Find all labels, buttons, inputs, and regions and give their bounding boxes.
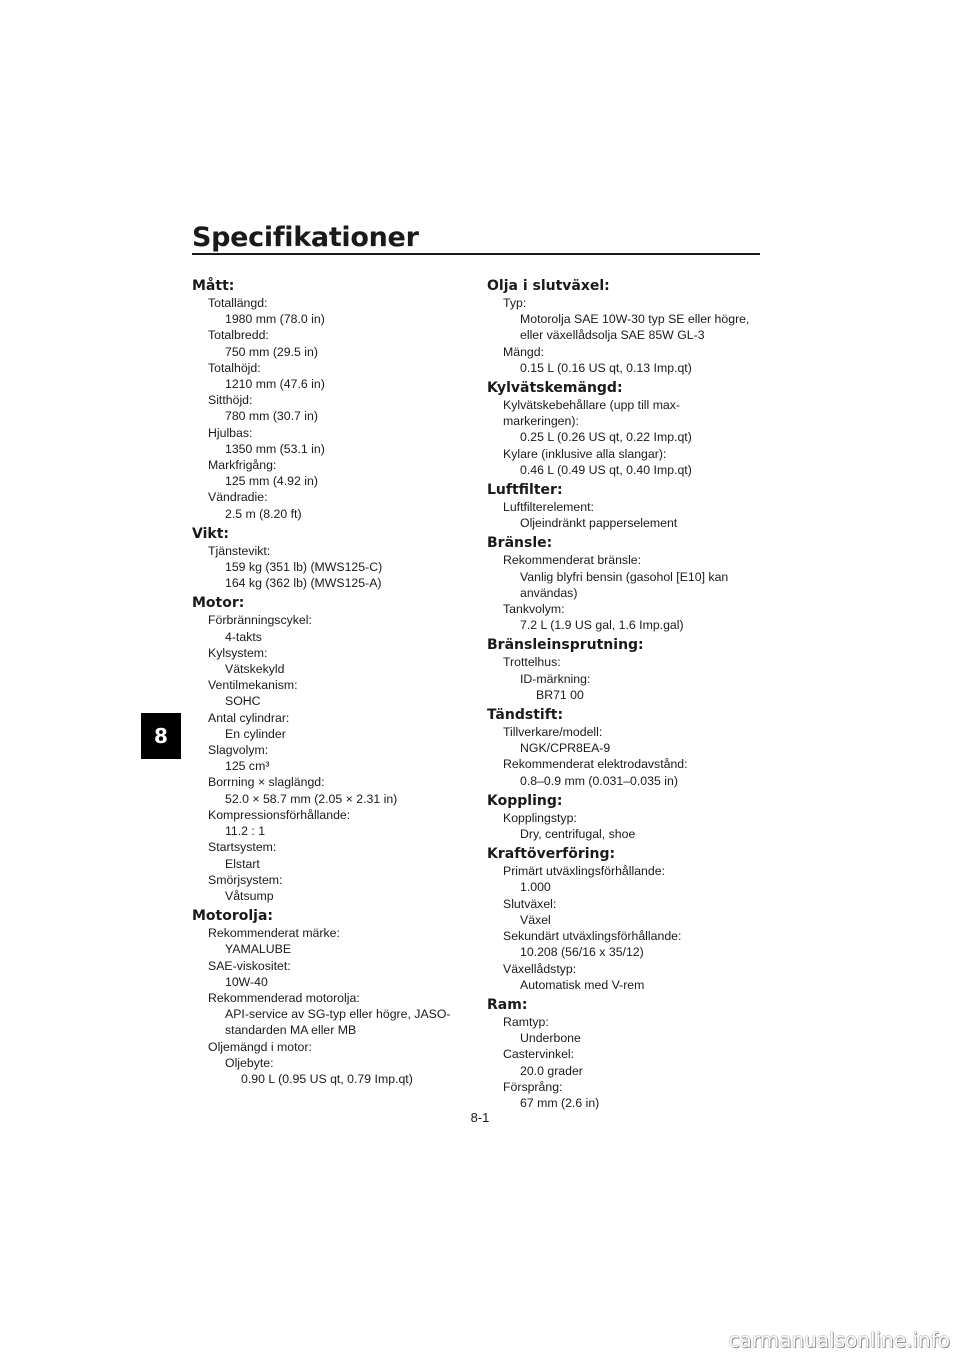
spec-label: Kompressionsförhållande: bbox=[208, 807, 351, 822]
spec-label: Castervinkel: bbox=[503, 1047, 575, 1062]
section-heading: Motor: bbox=[192, 595, 245, 612]
spec-section bbox=[192, 907, 462, 1087]
section-heading: Bränsle: bbox=[487, 535, 553, 552]
spec-value: 0.90 L (0.95 US qt, 0.79 Imp.qt) bbox=[241, 1071, 413, 1086]
section-heading: Koppling: bbox=[487, 792, 563, 809]
spec-value: Elstart bbox=[225, 856, 260, 871]
spec-section bbox=[487, 534, 767, 633]
spec-label: Växellådstyp: bbox=[503, 961, 577, 976]
spec-label: Rekommenderat märke: bbox=[208, 926, 340, 941]
section-heading: Motorolja: bbox=[192, 908, 274, 925]
spec-label: Markfrigång: bbox=[208, 458, 277, 473]
spec-label: Oljemängd i motor: bbox=[208, 1039, 312, 1054]
section-heading: Kraftöverföring: bbox=[487, 846, 616, 863]
spec-value: 159 kg (351 lb) (MWS125-C) bbox=[225, 560, 383, 575]
spec-label: Rekommenderad motorolja: bbox=[208, 990, 360, 1005]
spec-value: 1210 mm (47.6 in) bbox=[225, 377, 325, 392]
spec-label: Smörjsystem: bbox=[208, 872, 283, 887]
spec-label: Antal cylindrar: bbox=[208, 710, 290, 725]
spec-label: Tjänstevikt: bbox=[208, 543, 271, 558]
spec-label: Typ: bbox=[503, 296, 527, 310]
section-heading: Tändstift: bbox=[487, 707, 564, 724]
title-divider bbox=[192, 253, 760, 255]
spec-label: Totalhöjd: bbox=[208, 360, 261, 375]
section-heading: Olja i slutväxel: bbox=[487, 278, 610, 294]
spec-section bbox=[487, 636, 767, 703]
spec-label: Ramtyp: bbox=[503, 1014, 549, 1029]
spec-value: 780 mm (30.7 in) bbox=[225, 409, 318, 424]
spec-section bbox=[487, 706, 767, 789]
right-spec-column bbox=[487, 274, 767, 1111]
spec-value: 11.2 : 1 bbox=[225, 824, 266, 839]
spec-section bbox=[192, 525, 462, 592]
spec-value: 7.2 L (1.9 US gal, 1.6 Imp.gal) bbox=[520, 618, 684, 633]
spec-label: Ventilmekanism: bbox=[208, 678, 298, 693]
spec-label: Förbränningscykel: bbox=[208, 613, 312, 628]
spec-value: 1980 mm (78.0 in) bbox=[225, 312, 325, 327]
spec-label: Totalbredd: bbox=[208, 328, 269, 343]
spec-label: Vändradie: bbox=[208, 490, 268, 505]
spec-label: Primärt utväxlingsförhållande: bbox=[503, 864, 665, 879]
spec-value: En cylinder bbox=[225, 726, 286, 741]
spec-value: SOHC bbox=[225, 694, 261, 709]
section-heading: Mått: bbox=[192, 278, 235, 294]
section-heading: Ram: bbox=[487, 996, 528, 1013]
spec-value: 0.25 L (0.26 US qt, 0.22 Imp.qt) bbox=[520, 430, 692, 445]
spec-value: 0.46 L (0.49 US qt, 0.40 Imp.qt) bbox=[520, 462, 692, 477]
spec-label: Kylsystem: bbox=[208, 645, 268, 660]
spec-value: 125 mm (4.92 in) bbox=[225, 474, 318, 489]
spec-label: Totallängd: bbox=[208, 296, 268, 310]
spec-value: 0.8–0.9 mm (0.031–0.035 in) bbox=[520, 773, 678, 788]
chapter-tab: 8 bbox=[141, 713, 181, 759]
spec-label: SAE-viskositet: bbox=[208, 958, 291, 973]
spec-value: NGK/CPR8EA-9 bbox=[520, 741, 611, 756]
spec-value: 67 mm (2.6 in) bbox=[520, 1095, 600, 1110]
spec-section bbox=[487, 379, 767, 478]
spec-label: Mängd: bbox=[503, 344, 545, 359]
spec-value: Våtsump bbox=[225, 888, 274, 903]
section-heading: Bränsleinsprutning: bbox=[487, 637, 644, 654]
spec-value: Dry, centrifugal, shoe bbox=[520, 827, 636, 842]
spec-value: 20.0 grader bbox=[520, 1063, 583, 1078]
spec-label: Trottelhus: bbox=[503, 655, 561, 670]
spec-value: BR71 00 bbox=[536, 687, 584, 702]
watermark: carmanualsonline.info bbox=[728, 1328, 950, 1352]
spec-value: standarden MA eller MB bbox=[225, 1023, 357, 1038]
spec-label: Sitthöjd: bbox=[208, 393, 253, 408]
spec-value: 125 cm³ bbox=[225, 759, 270, 774]
spec-label: Tankvolym: bbox=[503, 602, 565, 617]
spec-value: 10W-40 bbox=[225, 974, 268, 989]
spec-value: 4-takts bbox=[225, 629, 262, 644]
spec-value: Vanlig blyfri bensin (gasohol [E10] kan bbox=[520, 569, 729, 584]
spec-value: 750 mm (29.5 in) bbox=[225, 344, 318, 359]
page-title: Specifikationer bbox=[192, 222, 419, 253]
spec-value: 2.5 m (8.20 ft) bbox=[225, 506, 302, 521]
spec-value: eller växellådsolja SAE 85W GL-3 bbox=[520, 328, 705, 343]
spec-value: API-service av SG-typ eller högre, JASO- bbox=[225, 1007, 451, 1022]
spec-section bbox=[487, 996, 767, 1111]
spec-value: Underbone bbox=[520, 1031, 581, 1046]
section-heading: Vikt: bbox=[192, 525, 229, 542]
spec-label: Tillverkare/modell: bbox=[503, 725, 603, 740]
spec-value: 10.208 (56/16 x 35/12) bbox=[520, 945, 644, 960]
spec-label: Kylvätskebehållare (upp till max- bbox=[503, 398, 681, 413]
spec-value: 52.0 × 58.7 mm (2.05 × 2.31 in) bbox=[225, 791, 398, 806]
section-heading: Kylvätskemängd: bbox=[487, 380, 623, 397]
spec-label: Borrning × slaglängd: bbox=[208, 775, 325, 790]
spec-value: 164 kg (362 lb) (MWS125-A) bbox=[225, 576, 382, 591]
spec-value: användas) bbox=[520, 585, 578, 600]
spec-label: Startsystem: bbox=[208, 840, 277, 855]
page-number: 8-1 bbox=[470, 1110, 490, 1125]
spec-section bbox=[192, 594, 462, 904]
spec-label: Kopplingstyp: bbox=[503, 810, 577, 825]
spec-value: YAMALUBE bbox=[225, 942, 292, 957]
spec-value: ID-märkning: bbox=[520, 671, 591, 686]
spec-section bbox=[487, 792, 767, 842]
section-heading: Luftfilter: bbox=[487, 482, 563, 499]
spec-section bbox=[487, 277, 767, 376]
spec-section bbox=[487, 481, 767, 531]
spec-label: Luftfilterelement: bbox=[503, 500, 594, 515]
spec-value: 0.15 L (0.16 US qt, 0.13 Imp.qt) bbox=[520, 360, 692, 375]
spec-label: Slagvolym: bbox=[208, 743, 269, 758]
spec-value: 1.000 bbox=[520, 880, 551, 895]
spec-value: Vätskekyld bbox=[225, 662, 285, 677]
spec-value: Motorolja SAE 10W-30 typ SE eller högre, bbox=[520, 312, 750, 327]
spec-label: Rekommenderat bränsle: bbox=[503, 553, 642, 568]
spec-label: markeringen): bbox=[503, 414, 579, 429]
spec-label: Kylare (inklusive alla slangar): bbox=[503, 446, 667, 461]
spec-value: Växel bbox=[520, 912, 551, 927]
left-spec-column bbox=[192, 274, 462, 1087]
spec-section bbox=[487, 845, 767, 993]
spec-value: 1350 mm (53.1 in) bbox=[225, 441, 325, 456]
spec-label: Hjulbas: bbox=[208, 425, 253, 440]
spec-label: Försprång: bbox=[503, 1079, 563, 1094]
spec-label: Slutväxel: bbox=[503, 896, 557, 911]
spec-value: Oljeindränkt papperselement bbox=[520, 516, 678, 531]
spec-value: Automatisk med V-rem bbox=[520, 977, 645, 992]
spec-label: Rekommenderat elektrodavstånd: bbox=[503, 757, 688, 772]
spec-section bbox=[192, 277, 462, 522]
spec-label: Sekundärt utväxlingsförhållande: bbox=[503, 929, 682, 944]
spec-value: Oljebyte: bbox=[225, 1055, 274, 1070]
